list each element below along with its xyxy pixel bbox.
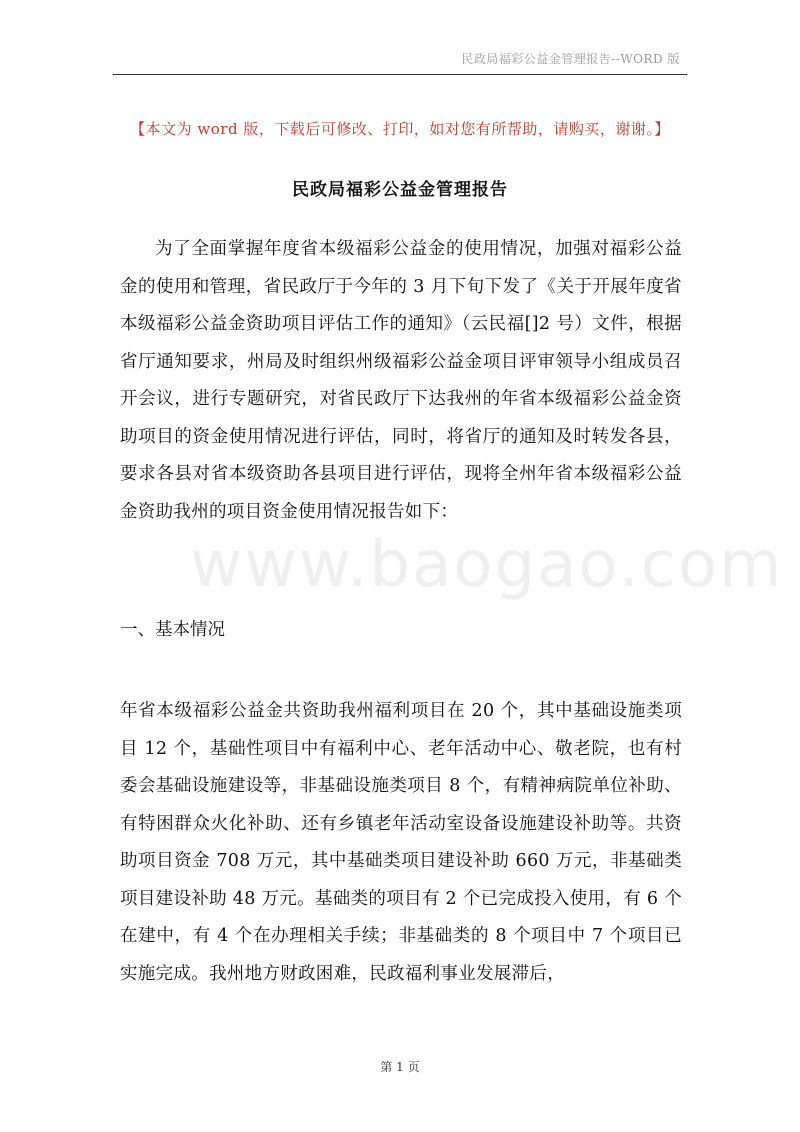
running-header: 民政局福彩公益金管理报告--WORD 版 <box>461 52 680 66</box>
page-number: 第 1 页 <box>380 1060 420 1074</box>
section-heading-basic-situation: 一、基本情况 <box>120 620 225 640</box>
watermark: www.baogao.com <box>190 528 784 602</box>
download-notice: 【本文为 word 版，下载后可修改、打印，如对您有所帮助，请购买，谢谢。】 <box>130 120 670 138</box>
document-title: 民政局福彩公益金管理报告 <box>292 180 508 200</box>
header-divider <box>113 74 687 75</box>
paragraph-basic-situation: 年省本级福彩公益金共资助我州福利项目在 20 个，其中基础设施类项目 12 个，基础性项目中有福利中心、老年活动中心、敬老院，也有村委会基础设施建设等，非基础设施类项目 8 个，有精神病院单位补助、有特困群众火化补助、还有乡镇老年活动室设备设施建设补助等。共资助项目资金 708 万元，其中基础类项目建设补助 660 万元，非基础类项目建设补助 48 万元。基础类的项目有 2 个已完成投入使用，有 6 个在建中，有 4 个在办理相关手续；非基础类的 8 个项目中 7 个项目已实施完成。我州地方财政困难，民政福利事业发展滞后， <box>120 701 682 984</box>
paragraph-intro: 为了全面掌握年度省本级福彩公益金的使用情况，加强对福彩公益金的使用和管理，省民政厅于今年的 3 月下旬下发了《关于开展年度省本级福彩公益金资助项目评估工作的通知》（云民福[]2 号）文件，根据省厅通知要求，州局及时组织州级福彩公益金项目评审领导小组成员召开会议，进行专题研究，对省民政厅下达我州的年省本级福彩公益金资助项目的资金使用情况进行评估，同时，将省厅的通知及时转发各县，要求各县对省本级资助各县项目进行评估，现将全州年省本级福彩公益金资助我州的项目资金使用情况报告如下： <box>120 239 682 522</box>
